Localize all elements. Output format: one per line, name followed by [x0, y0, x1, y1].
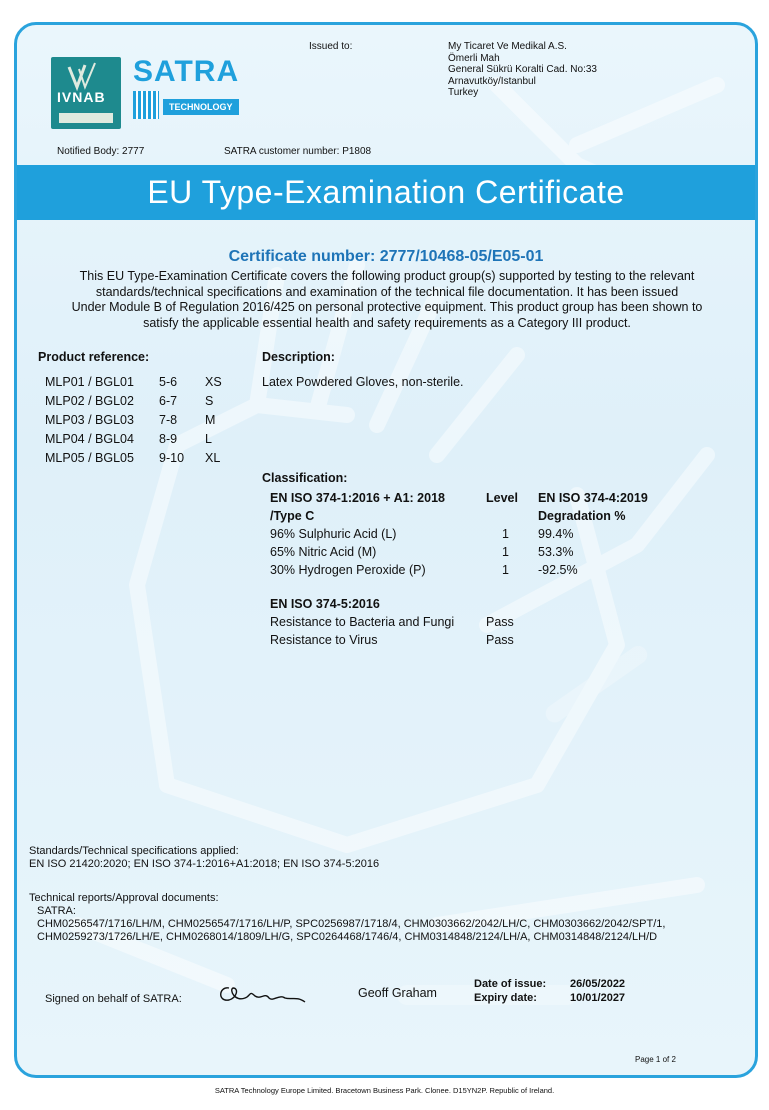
chemical-degradation: -92.5%	[538, 563, 578, 577]
expiry-date-label: Expiry date:	[474, 992, 537, 1004]
customer-number: SATRA customer number: P1808	[224, 146, 372, 157]
address-block	[448, 41, 597, 99]
product-ref: MLP01 / BGL01	[45, 375, 134, 389]
satra-stripes-icon	[133, 91, 159, 119]
intro-line: This EU Type-Examination Certificate covers the following product group(s) supported by testing to the relevant	[79, 269, 695, 283]
product-range: 6-7	[159, 394, 178, 408]
address-line: Arnavutköy/Istanbul	[448, 75, 536, 87]
product-size: XL	[205, 451, 221, 465]
certificate-frame	[14, 22, 758, 1078]
product-range: 5-6	[159, 375, 178, 389]
address-line: My Ticaret Ve Medikal A.S.	[448, 41, 567, 52]
level-header: Level	[486, 491, 518, 505]
product-size: XS	[205, 375, 222, 389]
satra-logo	[133, 55, 253, 121]
reports-label: Technical reports/Approval documents:	[29, 892, 219, 904]
classification-label: Classification:	[262, 471, 348, 485]
intro-line: satisfy the applicable essential health and safety requirements as a Category III product.	[143, 315, 631, 330]
description-label: Description:	[262, 350, 335, 364]
chemical-name: 30% Hydrogen Peroxide (P)	[270, 563, 426, 577]
degradation-header-sub: Degradation %	[538, 509, 626, 523]
footer-text: SATRA Technology Europe Limited. Bracetown Business Park. Clonee. D15YN2P. Republic of Ireland.	[214, 1086, 555, 1095]
satra-wordmark: SATRA	[133, 55, 240, 88]
chemical-degradation: 53.3%	[538, 545, 574, 559]
chemical-level: 1	[502, 563, 509, 577]
reports-line: CHM0256547/1716/LH/M, CHM0256547/1716/LH/P, SPC0256987/1718/4, CHM0303662/2042/LH/C, CHM0303662/2042/SPT/1,	[37, 918, 666, 930]
ivnab-text: IVNAB	[57, 89, 106, 105]
chemical-name: 96% Sulphuric Acid (L)	[270, 527, 397, 541]
title-banner: EU Type-Examination Certificate	[17, 165, 755, 220]
standards-value: EN ISO 21420:2020; EN ISO 374-1:2016+A1:2018; EN ISO 374-5:2016	[29, 858, 380, 870]
product-ref: MLP04 / BGL04	[45, 432, 134, 446]
notified-body: Notified Body: 2777	[57, 146, 145, 157]
chemical-level: 1	[502, 527, 509, 541]
reports-satra: SATRA:	[37, 905, 76, 917]
product-range: 7-8	[159, 413, 178, 427]
address-line: Ömerli Mah	[448, 52, 500, 64]
bio-name: Resistance to Bacteria and Fungi	[270, 615, 455, 629]
certificate-number: Certificate number: 2777/10468-05/E05-01	[228, 248, 544, 265]
standards-label: Standards/Technical specifications applied:	[29, 845, 239, 857]
product-ref: MLP02 / BGL02	[45, 394, 134, 408]
intro-line: standards/technical specifications and examination of the technical file documentation. It has been issued	[95, 284, 679, 299]
satra-technology-tag: TECHNOLOGY	[163, 99, 239, 115]
product-size: M	[205, 413, 216, 427]
intro-line: Under Module B of Regulation 2016/425 on personal protective equipment. This product group has been shown to	[71, 300, 703, 314]
product-size: L	[205, 432, 212, 446]
issue-date: 26/05/2022	[570, 978, 626, 990]
bio-result: Pass	[486, 615, 514, 629]
bio-name: Resistance to Virus	[270, 633, 378, 647]
product-ref: MLP03 / BGL03	[45, 413, 134, 427]
chemical-name: 65% Nitric Acid (M)	[270, 545, 377, 559]
description-value: Latex Powdered Gloves, non-sterile.	[262, 375, 464, 389]
issued-to-label: Issued to:	[309, 41, 353, 52]
product-reference-label: Product reference:	[38, 350, 150, 364]
address-line: General Sükrü Koralti Cad. No:33	[448, 64, 597, 75]
page-number: Page 1 of 2	[635, 1055, 676, 1064]
product-ref: MLP05 / BGL05	[45, 451, 134, 465]
ivnab-logo	[51, 57, 121, 129]
product-range: 9-10	[159, 451, 185, 465]
standard-header: EN ISO 374-1:2016 + A1: 2018	[270, 491, 445, 505]
bio-result: Pass	[486, 633, 514, 647]
degradation-header: EN ISO 374-4:2019	[538, 491, 648, 505]
reports-line: CHM0259273/1726/LH/E, CHM0268014/1809/LH/G, SPC0264468/1746/4, CHM0314848/2124/LH/A, CHM0314848/2124/LH/D	[37, 931, 658, 943]
address-line: Turkey	[448, 87, 479, 98]
chemical-level: 1	[502, 545, 509, 559]
intro-text	[47, 269, 727, 331]
signature-icon	[215, 978, 315, 1008]
bio-standard: EN ISO 374-5:2016	[270, 597, 380, 611]
issue-date-label: Date of issue:	[474, 978, 547, 990]
product-range: 8-9	[159, 432, 178, 446]
chemical-degradation: 99.4%	[538, 527, 574, 541]
signatory-name: Geoff Graham	[358, 986, 437, 1000]
product-size: S	[205, 394, 214, 408]
expiry-date: 10/01/2027	[570, 992, 626, 1004]
standard-header-sub: /Type C	[270, 509, 315, 523]
signed-label: Signed on behalf of SATRA:	[45, 993, 182, 1005]
